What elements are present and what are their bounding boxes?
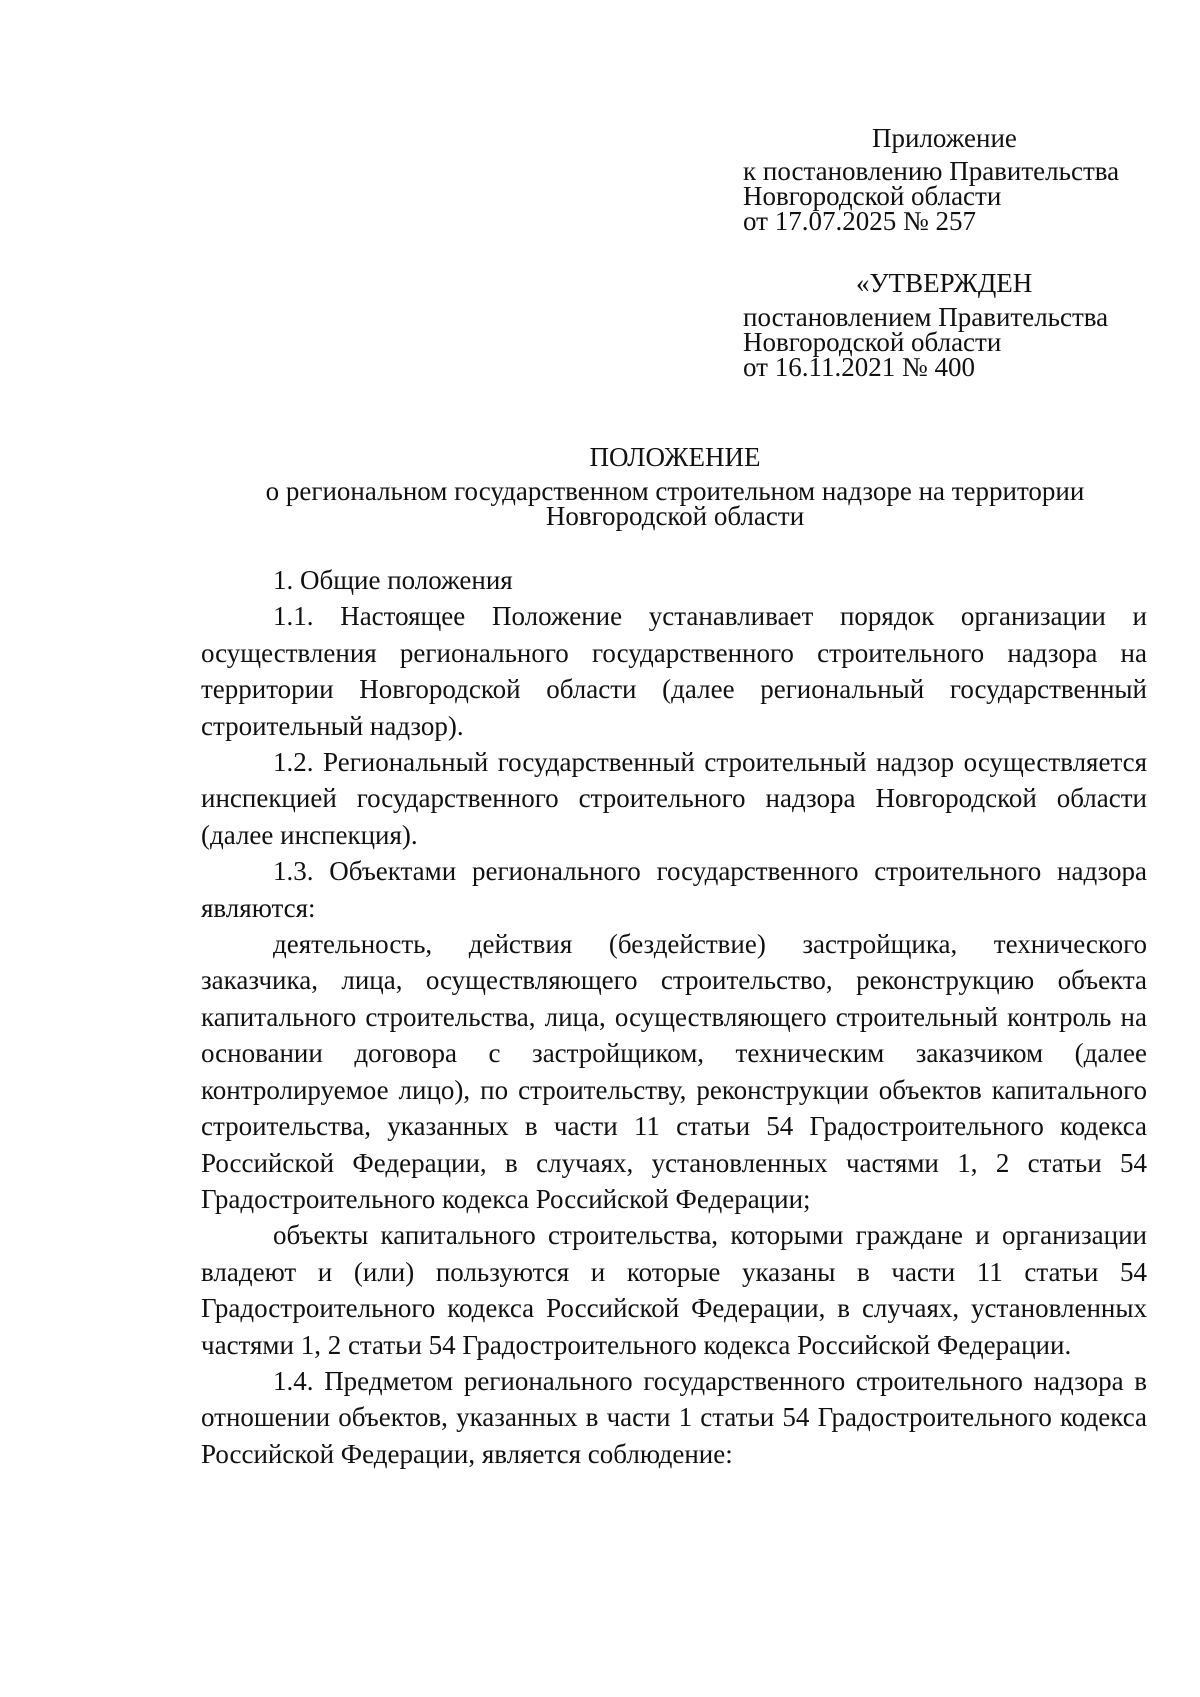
paragraph-1-1: 1.1. Настоящее Положение устанавливает порядок организации и осуществления регионального государственного строительного надзора на территории Новгородской области (далее региональный государственный строительный надзор). [201, 601, 1147, 741]
appendix-label: Приложение [872, 123, 1017, 153]
document-subtitle: о региональном государственном строительном надзоре на территории Новгородской области [265, 476, 1085, 531]
appendix-line: к постановлению Правительства [743, 156, 1120, 186]
approved-reference [743, 302, 1109, 382]
approved-line: от 16.11.2021 № 400 [743, 352, 975, 382]
appendix-line: Новгородской области [743, 181, 1002, 211]
section-heading: 1. Общие положения [273, 565, 513, 595]
approved-line: постановлением Правительства [743, 302, 1109, 332]
paragraph-1-3-item-1: деятельность, действия (бездействие) застройщика, технического заказчика, лица, осуществляющего строительство, реконструкцию объекта капитального строительства, лица, осуществляющего строительный контроль на основании договора с застройщиком, техническим заказчиком (далее контролируемое лицо), по строительству, реконструкции объектов капитального строительства, указанных в части 11 статьи 54 Градостроительного кодекса Российской Федерации, в случаях, установленных частями 1, 2 статьи 54 Градостроительного кодекса Российской Федерации; [201, 929, 1147, 1214]
appendix-line: от 17.07.2025 № 257 [743, 206, 976, 236]
document-title: ПОЛОЖЕНИЕ [589, 442, 761, 472]
appendix-reference [743, 156, 1120, 236]
paragraph-1-3: 1.3. Объектами регионального государственного строительного надзора являются: [201, 856, 1147, 923]
paragraph-1-3-item-2: объекты капитального строительства, которыми граждане и организации владеют и (или) пользуются и которые указаны в части 11 статьи 54 Градостроительного кодекса Российской Федерации, в случаях, установленных частями 1, 2 статьи 54 Градостроительного кодекса Российской Федерации. [201, 1220, 1147, 1360]
approved-line: Новгородской области [743, 327, 1002, 357]
approved-label: «УТВЕРЖДЕН [856, 268, 1033, 298]
document-body [201, 562, 1147, 1472]
paragraph-1-2: 1.2. Региональный государственный строительный надзор осуществляется инспекцией государственного строительного надзора Новгородской области (далее инспекция). [201, 747, 1147, 850]
paragraph-1-4: 1.4. Предметом регионального государственного строительного надзора в отношении объектов, указанных в части 1 статьи 54 Градостроительного кодекса Российской Федерации, является соблюдение: [201, 1365, 1147, 1469]
